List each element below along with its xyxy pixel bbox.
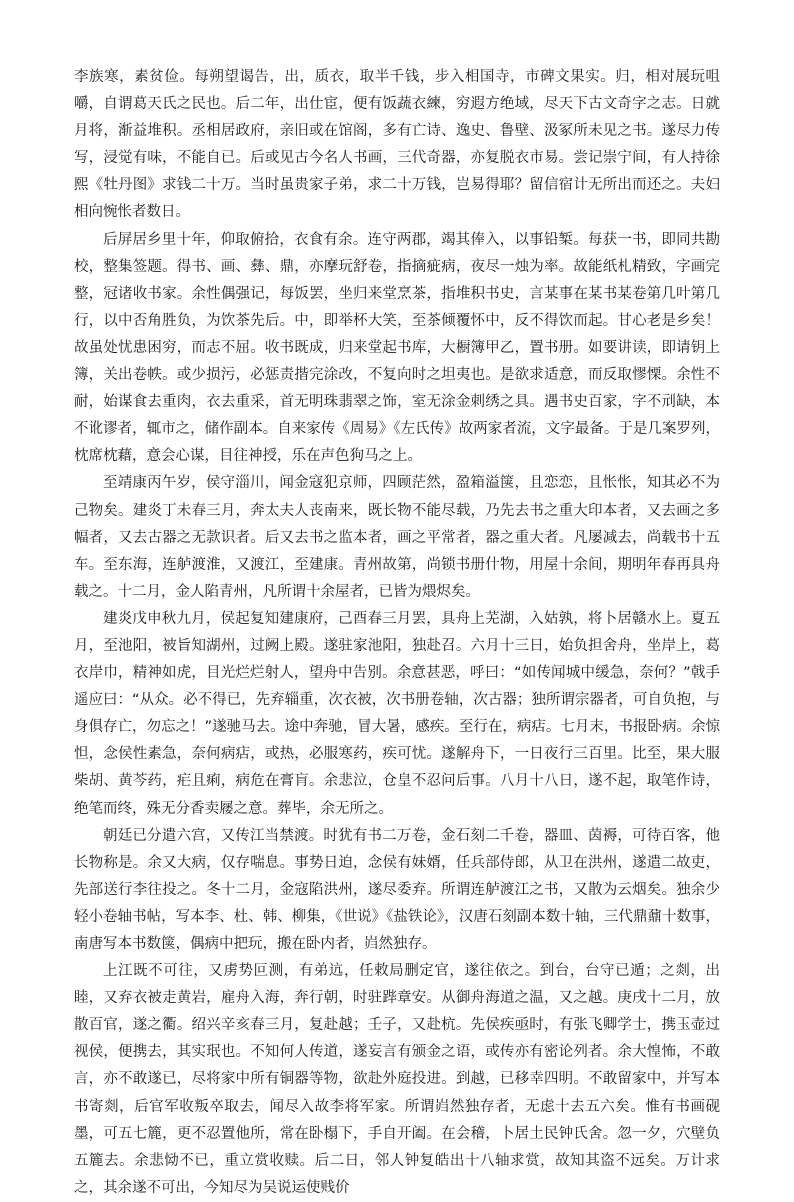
paragraph-6: 上江既不可往，又虏势叵测，有弟迒，任敕局删定官，遂往依之。到台，台守已遁；之剡，出睦，又弃衣被走黄岩，雇舟入海，奔行朝，时驻跸章安。从御舟海道之温，又之越。庚戌十二月，放散百官，遂之衢。绍兴辛亥春三月，复赴越；壬子，又赴杭。先侯疾亟时，有张飞卿学士，携玉壶过视侯，便携去，其实珉也。不知何人传道，遂妄言有颁金之语，或传亦有密论列者。余大惶怖，不敢言，亦不敢遂已，尽将家中所有铜器等物，欲赴外庭投进。到越，已移幸四明。不敢留家中，并写本书寄剡，后官军收叛卒取去，闻尽入故李将军家。所谓岿然独存者，无虑十去五六矣。惟有书画砚墨，可五七簏，更不忍置他所，常在卧榻下，手自开阖。在会稽，卜居土民钟氏舍。忽一夕，穴壁负五簏去。余悲恸不已，重立赏收赎。后二日，邻人钟复皓出十八轴求赏，故知其盗不远矣。万计求之，其余遂不可出，今知尽为吴说运使贱价 [74, 963, 720, 1196]
paragraph-4: 建炎戊申秋九月，侯起复知建康府，己酉春三月罢，具舟上芜湖，入姑孰，将卜居赣水上。夏五月，至池阳，被旨知湖州，过阙上殿。遂驻家池阳，独赴召。六月十三日，始负担舍舟，坐岸上，葛衣岸巾，精神如虎，目光烂烂射人，望舟中告别。余意甚恶，呼曰：“如传闻城中缓急，奈何？”戟手遥应曰：“从众。必不得已，先弃辎重，次衣被，次书册卷轴，次古器；独所谓宗器者，可自负抱，与身俱存亡，勿忘之！”遂驰马去。途中奔驰，冒大暑，感疾。至行在，病痁。七月末，书报卧病。余惊怛，念侯性素急，奈何病痁，或热，必服寒药，疾可忧。遂解舟下，一日夜行三百里。比至，果大服柴胡、黄芩药，疟且痢，病危在膏肓。余悲泣，仓皇不忍问后事。八月十八日，遂不起，取笔作诗，绝笔而终，殊无分香卖屦之意。葬毕，余无所之。 [74, 610, 720, 817]
paragraph-2: 后屏居乡里十年，仰取俯拾，衣食有余。连守两郡，竭其俸入，以事铅椠。每获一书，即同共勘校，整集签题。得书、画、彝、鼎，亦摩玩舒卷，指摘疵病，夜尽一烛为率。故能纸札精致，字画完整，冠诸收书家。余性偶强记，每饭罢，坐归来堂烹茶，指堆积书史，言某事在某书某卷第几叶第几行，以中否角胜负，为饮茶先后。中，即举杯大笑，至茶倾覆怀中，反不得饮而起。甘心老是乡矣！故虽处忧患困穷，而志不屈。收书既成，归来堂起书库，大橱簿甲乙，置书册。如要讲读，即请钥上簿，关出卷帙。或少损污，必惩责揩完涂改，不复向时之坦夷也。是欲求适意，而反取憀慄。余性不耐，始谋食去重肉，衣去重采，首无明珠翡翠之饰，室无涂金刺绣之具。遇书史百家，字不刓缺，本不讹谬者，辄市之，储作副本。自来家传《周易》《左氏传》故两家者流，文字最备。于是几案罗列，枕席枕藉，意会心谋，目往神授，乐在声色狗马之上。 [74, 231, 720, 465]
paragraph-3: 至靖康丙午岁，侯守淄川，闻金寇犯京师，四顾茫然，盈箱溢箧，且恋恋，且怅怅，知其必不为己物矣。建炎丁未春三月，奔太夫人丧南来，既长物不能尽载，乃先去书之重大印本者，又去画之多幅者，又去古器之无款识者。后又去书之监本者，画之平常者，器之重大者。凡屡减去，尚载书十五车。至东海，连舻渡淮，又渡江，至建康。青州故第，尚锁书册什物，用屋十余间，期明年春再具舟载之。十二月，金人陷青州，凡所谓十余屋者，已皆为煨烬矣。 [74, 475, 720, 600]
paragraph-1: 李族寒，素贫俭。每朔望谒告，出，质衣，取半千钱，步入相国寺，市碑文果实。归，相对展玩咀嚼，自谓葛天氏之民也。后二年，出仕宦，便有饭蔬衣練，穷遐方绝域，尽天下古文奇字之志。日就月将，渐益堆积。丞相居政府，亲旧或在馆阁，多有亡诗、逸史、鲁壁、汲冢所未见之书。遂尽力传写，浸觉有味，不能自已。后或见古今名人书画，三代奇器，亦复脱衣市易。尝记崇宁间，有人持徐熙《牡丹图》求钱二十万。当时虽贵家子弟，求二十万钱，岂易得耶？留信宿计无所出而还之。夫妇相向惋怅者数日。 [74, 69, 720, 221]
paragraph-5: 朝廷已分遣六宫，又传江当禁渡。时犹有书二万卷，金石刻二千卷，器皿、茵褥，可待百客，他长物称是。余又大病，仅存喘息。事势日迫，念侯有妹婿，任兵部侍郎，从卫在洪州，遂遣二故吏，先部送行李往投之。冬十二月，金寇陷洪州，遂尽委弃。所谓连舻渡江之书，又散为云烟矣。独余少轻小卷轴书帖，写本李、杜、韩、柳集，《世说》《盐铁论》，汉唐石刻副本数十轴，三代鼎鼐十数事，南唐写本书数箧，偶病中把玩，搬在卧内者，岿然独存。 [74, 827, 720, 952]
document-body [74, 64, 720, 1202]
